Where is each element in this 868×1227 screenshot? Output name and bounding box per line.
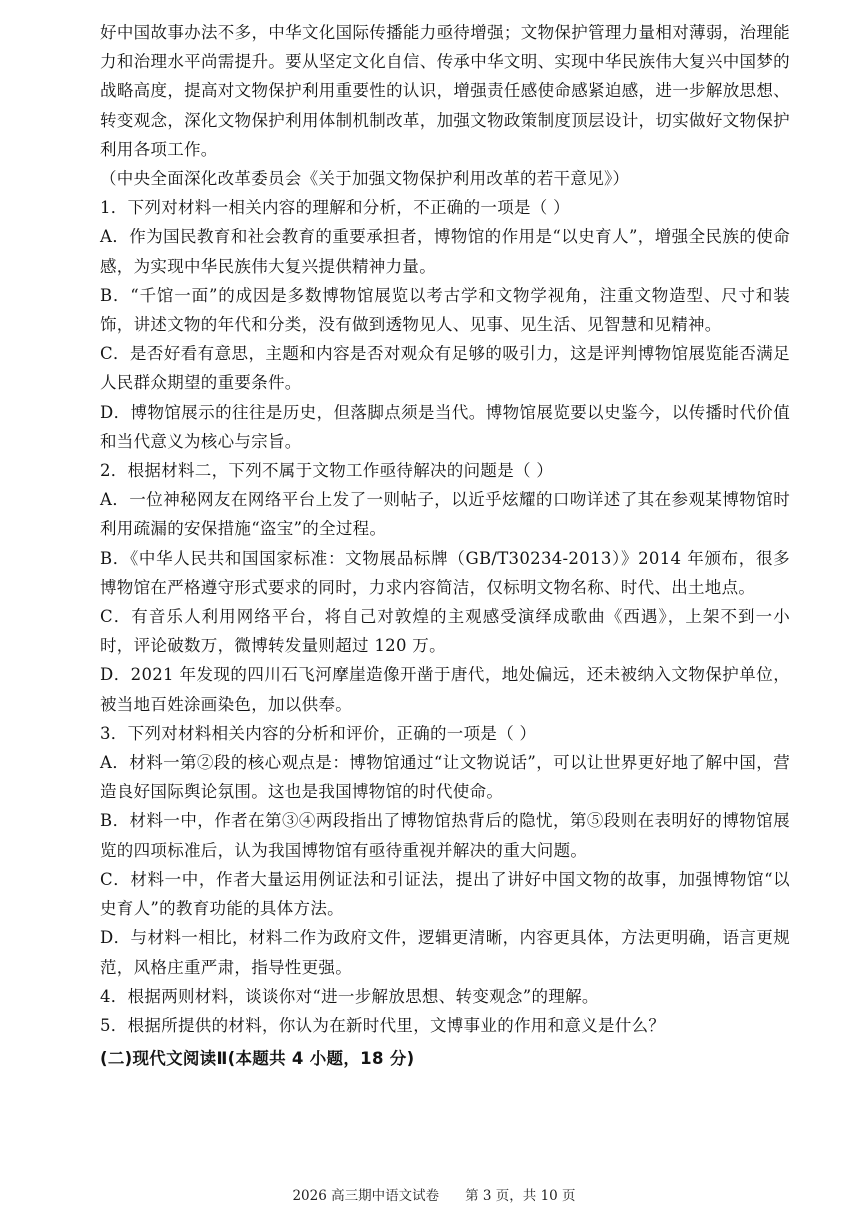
page-number: 第 3 页，共 10 页: [465, 1188, 576, 1204]
question-3: 3．下列对材料相关内容的分析和评价，正确的一项是（ ）: [100, 723, 537, 743]
question-1-option-b: B．“千馆一面”的成因是多数博物馆展览以考古学和文物学视角，注重文物造型、尺寸和装饰，讲述文物的年代和分类，没有做到透物见人、见事、见生活、见智慧和见精神。: [100, 285, 790, 335]
question-2-option-c: C．有音乐人利用网络平台，将自己对敦煌的主观感受演绎成歌曲《西遇》，上架不到一小时，评论破数万，微博转发量则超过 120 万。: [100, 607, 790, 656]
exam-name: 2026 高三期中语文试卷: [292, 1188, 440, 1204]
question-3-option-d: D．与材料一相比，材料二作为政府文件，逻辑更清晰，内容更具体，方法更明确，语言更规范，风格庄重严肃，指导性更强。: [100, 928, 790, 977]
question-5: 5．根据所提供的材料，你认为在新时代里，文博事业的作用和意义是什么？: [100, 1015, 666, 1035]
question-1-option-a: A．作为国民教育和社会教育的重要承担者，博物馆的作用是“以史育人”，增强全民族的使命感，为实现中华民族伟大复兴提供精神力量。: [100, 227, 790, 276]
question-4: 4．根据两则材料，谈谈你对“进一步解放思想、转变观念”的理解。: [100, 986, 599, 1006]
document-body: [100, 18, 790, 1073]
source-citation: （中央全面深化改革委员会《关于加强文物保护利用改革的若干意见》）: [100, 169, 630, 189]
question-2-option-b: B．《中华人民共和国国家标准：文物展品标牌（GB/T30234-2013）》2014 年颁布，很多博物馆在严格遵守形式要求的同时，力求内容简洁，仅标明文物名称、时代、出土地点。: [100, 548, 790, 597]
page-footer: [0, 1184, 868, 1204]
question-1: 1．下列对材料一相关内容的理解和分析，不正确的一项是（ ）: [100, 198, 570, 218]
question-3-option-c: C．材料一中，作者大量运用例证法和引证法，提出了讲好中国文物的故事，加强博物馆“以史育人”的教育功能的具体方法。: [100, 869, 790, 919]
question-1-option-d: D．博物馆展示的往往是历史，但落脚点须是当代。博物馆展览要以史鉴今，以传播时代价值和当代意义为核心与宗旨。: [100, 402, 790, 451]
section-title: (二)现代文阅读Ⅱ(本题共 4 小题，18 分): [100, 1049, 415, 1069]
question-2-option-d: D．2021 年发现的四川石飞河摩崖造像开凿于唐代，地处偏远，还未被纳入文物保护单位，被当地百姓涂画染色，加以供奉。: [100, 665, 790, 714]
question-3-option-a: A．材料一第②段的核心观点是：博物馆通过“让文物说话”，可以让世界更好地了解中国，营造良好国际舆论氛围。这也是我国博物馆的时代使命。: [100, 753, 790, 802]
question-3-option-b: B．材料一中，作者在第③④两段指出了博物馆热背后的隐忧，第⑤段则在表明好的博物馆展览的四项标准后，认为我国博物馆有亟待重视并解决的重大问题。: [100, 811, 790, 860]
question-2: 2．根据材料二，下列不属于文物工作亟待解决的问题是（ ）: [100, 461, 554, 481]
paragraph-material-end: 好中国故事办法不多，中华文化国际传播能力亟待增强；文物保护管理力量相对薄弱，治理能力和治理水平尚需提升。要从坚定文化自信、传承中华文明、实现中华民族伟大复兴中国梦的战略高度，提高对文物保护利用重要性的认识，增强责任感使命感紧迫感，进一步解放思想、转变观念，深化文物保护利用体制机制改革，加强文物政策制度顶层设计，切实做好文物保护利用各项工作。: [100, 23, 790, 159]
question-1-option-c: C．是否好看有意思，主题和内容是否对观众有足够的吸引力，这是评判博物馆展览能否满足人民群众期望的重要条件。: [100, 344, 790, 393]
question-2-option-a: A．一位神秘网友在网络平台上发了一则帖子，以近乎炫耀的口吻详述了其在参观某博物馆时利用疏漏的安保措施“盗宝”的全过程。: [100, 490, 790, 539]
